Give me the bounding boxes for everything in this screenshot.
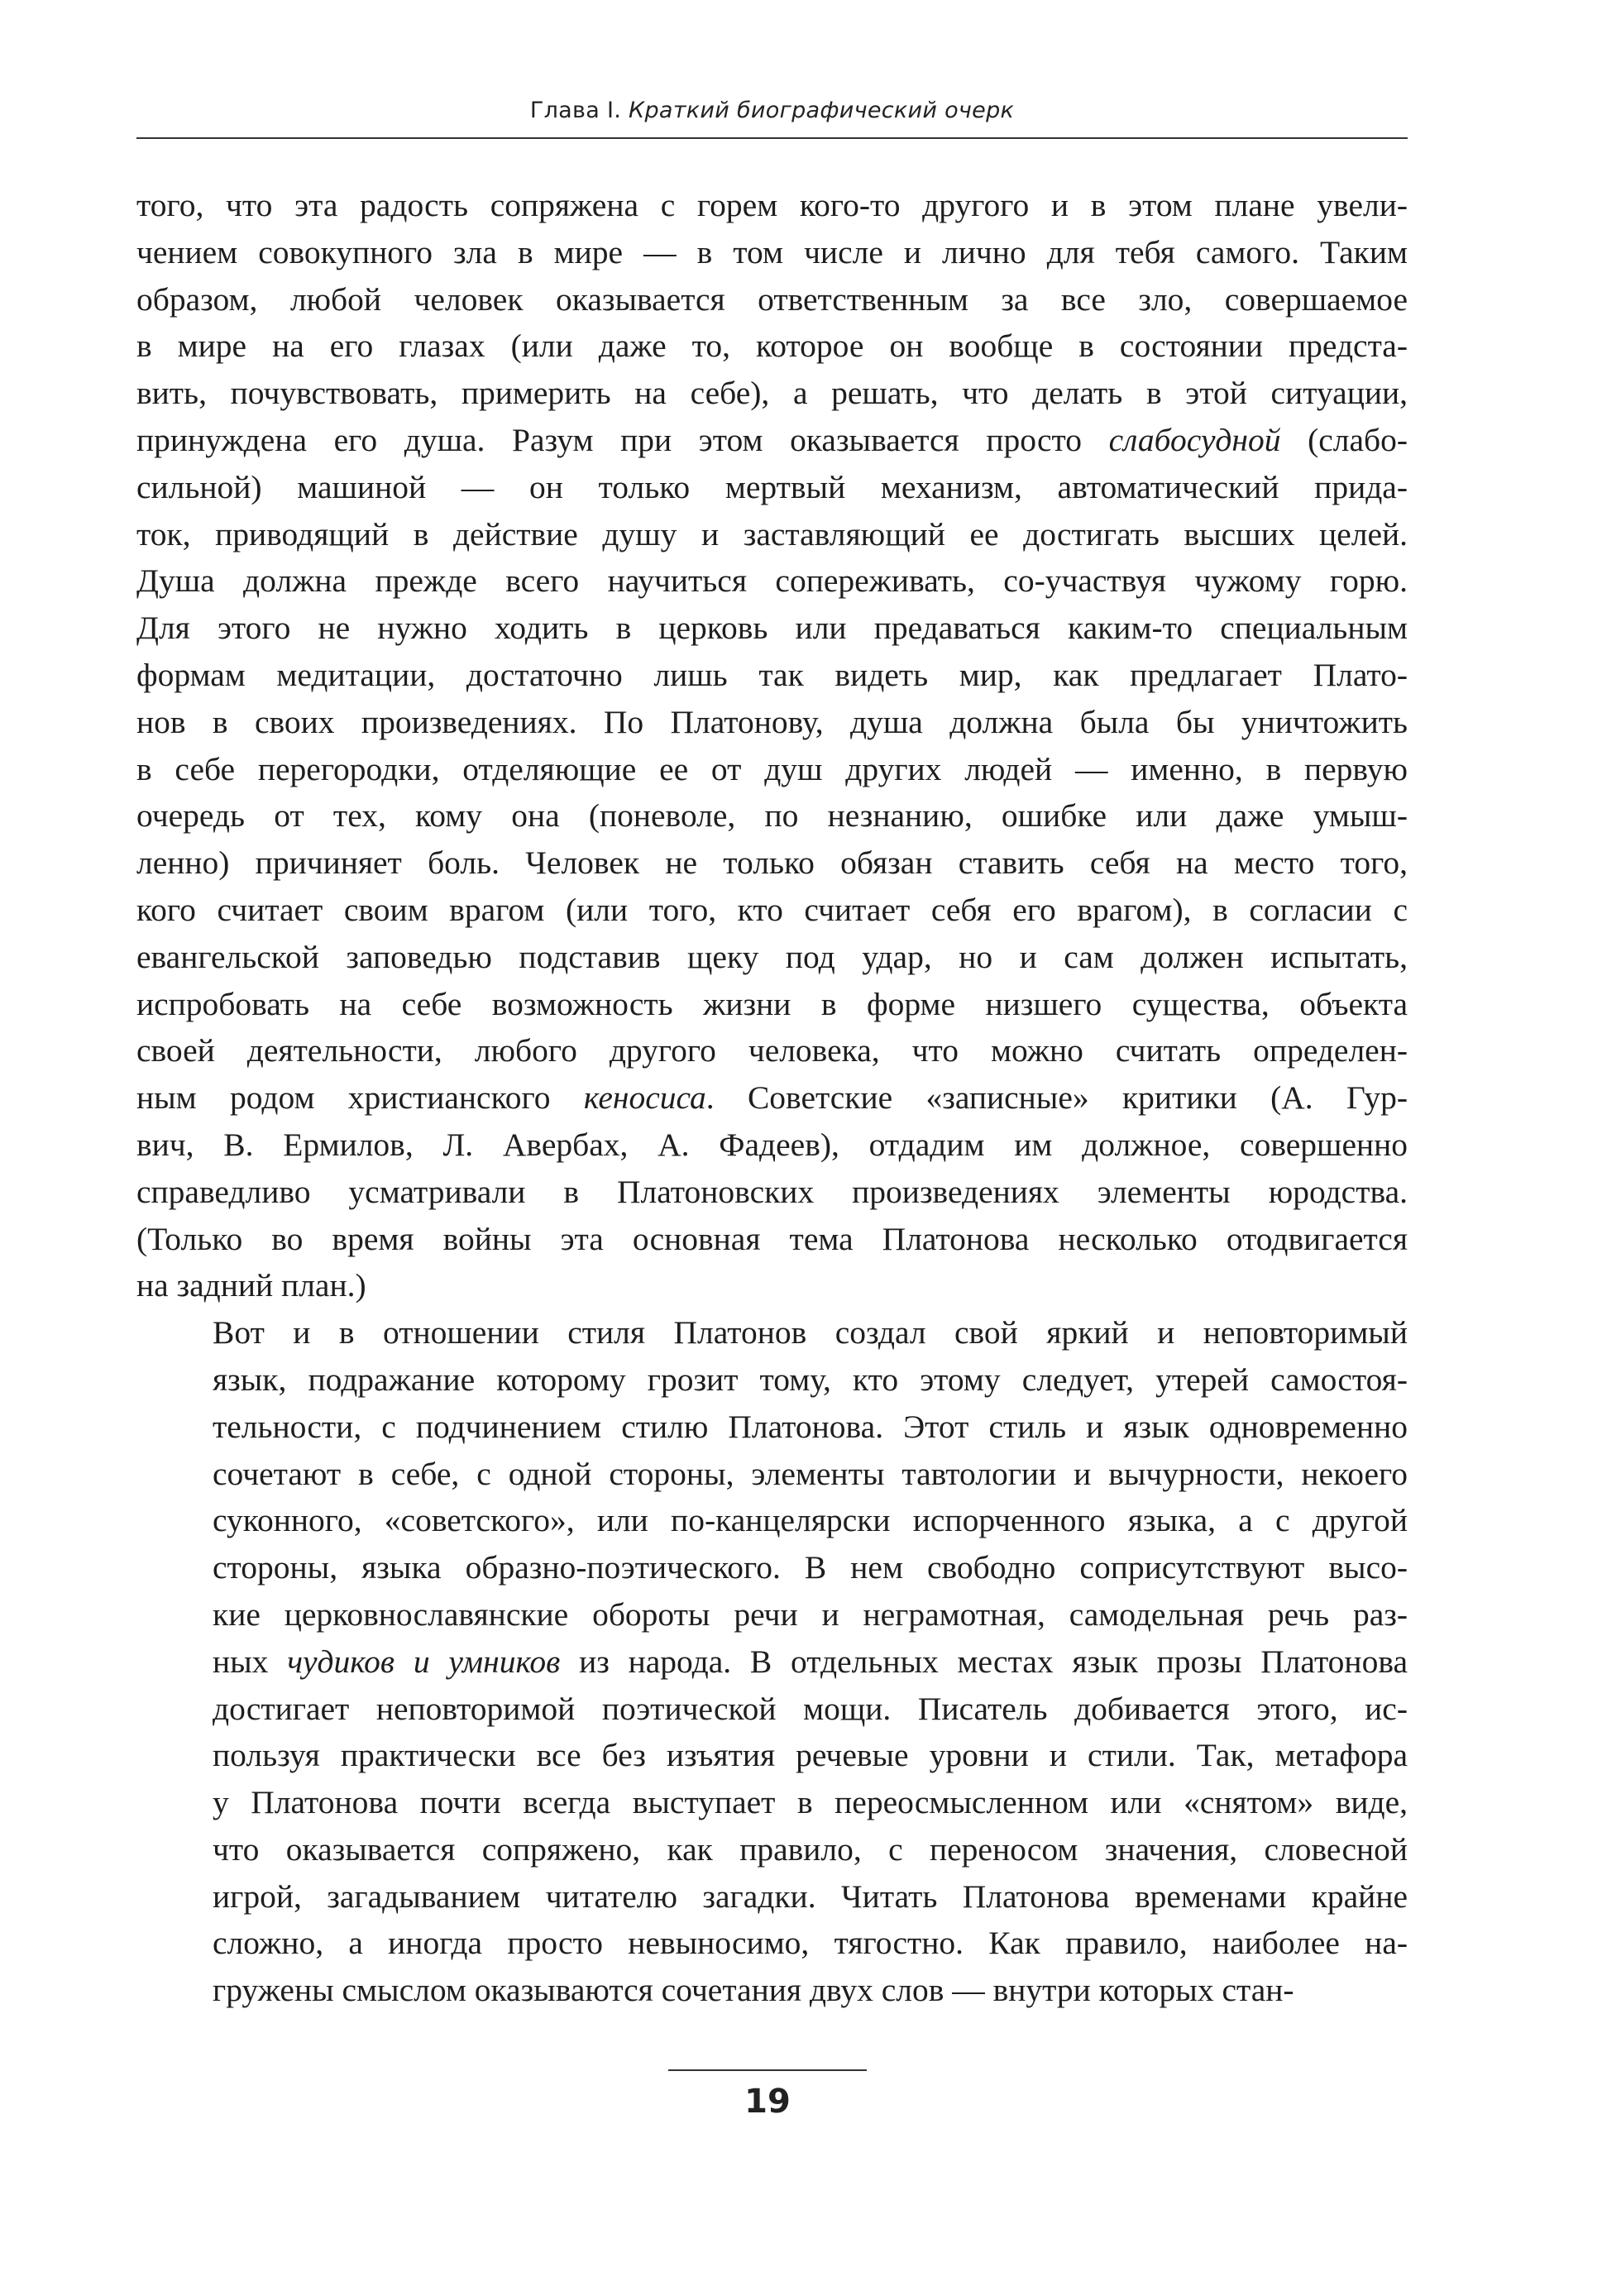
text-line — [136, 1967, 1408, 2014]
line-text: у Платонова почти всегда выступает в переосмысленном или «снятом» виде, — [213, 1784, 1408, 1821]
line-text: ток, приводящий в действие душу и заставляющий ее достигать высших целей. — [136, 515, 1408, 552]
text-line — [136, 182, 1408, 229]
line-text: вить, почувствовать, примерить на себе), а решать, что делать в этой ситуации, — [136, 375, 1408, 412]
text-line — [136, 981, 1408, 1028]
text-line — [136, 1169, 1408, 1216]
line-text: сочетают в себе, с одной стороны, элементы тавтологии и вычурности, некоего — [213, 1455, 1408, 1492]
text-line — [136, 1544, 1408, 1591]
text-line — [136, 1779, 1408, 1826]
line-text: испробовать на себе возможность жизни в форме низшего существа, объекта — [136, 985, 1408, 1022]
line-text: чением совокупного зла в мире — в том числе и лично для тебя самого. Таким — [136, 233, 1408, 270]
text-line — [136, 511, 1408, 558]
text-line — [136, 1497, 1408, 1544]
text-line — [136, 1826, 1408, 1873]
line-text: стороны, языка образно-поэтического. В нем свободно соприсутствуют высо- — [213, 1549, 1408, 1586]
line-text: образом, любой человек оказывается ответственным за все зло, совершаемое — [136, 280, 1408, 318]
text-line — [136, 1027, 1408, 1074]
text-line — [136, 417, 1408, 464]
line-text: в мире на его глазах (или даже то, которое он вообще в состоянии предста- — [136, 328, 1408, 365]
line-text: евангельской заповедью подставив щеку под удар, но и сам должен испытать, — [136, 938, 1408, 975]
header-rule — [136, 137, 1408, 139]
text-line — [136, 1074, 1408, 1122]
line-text: что оказывается сопряжено, как правило, с переносом значения, словесной — [213, 1830, 1408, 1868]
line-text: кого считает своим врагом (или того, кто считает себя его врагом), в согласии с — [136, 891, 1408, 928]
footer-rule — [668, 2069, 867, 2071]
line-text: Душа должна прежде всего научиться сопереживать, со-участвуя чужому горю. — [136, 562, 1408, 600]
text-line — [136, 839, 1408, 887]
chapter-title: Краткий биографический очерк — [629, 98, 1015, 123]
text-line — [136, 1591, 1408, 1638]
line-text: своей деятельности, любого другого человека, что можно считать определен- — [136, 1032, 1408, 1069]
text-line — [136, 1873, 1408, 1921]
text-line — [136, 370, 1408, 417]
body-text — [136, 182, 1408, 2014]
text-line — [136, 1732, 1408, 1779]
line-text: сильной) машиной — он только мертвый механизм, автоматический прида- — [136, 468, 1408, 505]
line-text: Вот и в отношении стиля Платонов создал свой яркий и неповторимый — [213, 1314, 1408, 1351]
line-text: тельности, с подчинением стилю Платонова. Этот стиль и язык одновременно — [213, 1408, 1408, 1445]
line-text: суконного, «советского», или по-канцелярски испорченного языка, а с другой — [213, 1502, 1408, 1539]
line-text: очередь от тех, кому она (поневоле, по незнанию, ошибке или даже умыш- — [136, 797, 1408, 835]
text-line — [136, 557, 1408, 605]
text-line — [136, 792, 1408, 839]
paragraph-1 — [136, 182, 1408, 1309]
line-text: Для этого не нужно ходить в церковь или предаваться каким-то специальным — [136, 610, 1408, 647]
line-text: ным родом христианского — [136, 1079, 584, 1117]
line-text: (Только во время войны эта основная тема Платонова несколько отодвигается — [136, 1220, 1408, 1257]
text-line — [136, 1686, 1408, 1733]
text-line — [136, 229, 1408, 276]
text-line — [136, 1404, 1408, 1451]
line-text: справедливо усматривали в Платоновских произведениях элементы юродства. — [136, 1173, 1408, 1210]
running-head — [136, 98, 1408, 123]
line-text: нов в своих произведениях. По Платонову, душа должна была бы уничтожить — [136, 703, 1408, 740]
chapter-number: Глава I. — [529, 98, 622, 123]
text-line — [136, 464, 1408, 511]
text-line — [136, 1262, 1408, 1309]
text-line — [136, 1122, 1408, 1169]
line-text: достигает неповторимой поэтической мощи. Писатель добивается этого, ис- — [213, 1690, 1408, 1727]
line-text: . Советские «записные» критики (А. Гур- — [705, 1079, 1408, 1117]
line-text: ленно) причиняет боль. Человек не только обязан ставить себя на место того, — [136, 844, 1408, 882]
text-line — [136, 699, 1408, 746]
line-text: из народа. В отдельных местах язык прозы Платонова — [560, 1643, 1408, 1680]
line-text: игрой, загадыванием читателю загадки. Читать Платонова временами крайне — [213, 1877, 1408, 1915]
text-line — [136, 1920, 1408, 1967]
text-line — [136, 887, 1408, 934]
line-text: сложно, а иногда просто невыносимо, тягостно. Как правило, наиболее на- — [213, 1925, 1408, 1962]
text-line — [136, 652, 1408, 699]
page-number: 19 — [744, 2083, 791, 2121]
text-line — [136, 1216, 1408, 1263]
line-text: вич, В. Ермилов, Л. Авербах, А. Фадеев), отдадим им должное, совершенно — [136, 1126, 1408, 1163]
text-line — [136, 323, 1408, 370]
italic-term: чудиков и умников — [287, 1643, 561, 1680]
italic-term: кеносиса — [583, 1079, 706, 1117]
text-line — [136, 276, 1408, 323]
text-line — [136, 1451, 1408, 1498]
line-text: (слабо- — [1280, 421, 1408, 458]
line-text: принуждена его душа. Разум при этом оказывается просто — [136, 421, 1109, 458]
line-text: того, что эта радость сопряжена с горем кого-то другого и в этом плане увели- — [136, 187, 1408, 223]
paragraph-2 — [136, 1309, 1408, 2014]
text-line — [136, 1309, 1408, 1356]
line-text: на задний план.) — [136, 1267, 366, 1304]
text-line — [136, 746, 1408, 793]
line-text: кие церковнославянские обороты речи и неграмотная, самодельная речь раз- — [213, 1595, 1408, 1633]
line-text: в себе перегородки, отделяющие ее от душ других людей — именно, в первую — [136, 750, 1408, 787]
text-line — [136, 934, 1408, 981]
line-text: гружены смыслом оказываются сочетания двух слов — внутри которых стан- — [213, 1972, 1294, 2009]
italic-term: слабосудной — [1108, 421, 1281, 458]
text-line — [136, 1356, 1408, 1404]
line-text: язык, подражание которому грозит тому, кто этому следует, утерей самостоя- — [213, 1361, 1408, 1398]
text-line — [136, 1638, 1408, 1686]
line-text: пользуя практически все без изъятия речевые уровни и стили. Так, метафора — [213, 1737, 1408, 1774]
line-text: ных — [213, 1643, 288, 1680]
text-line — [136, 605, 1408, 652]
line-text: формам медитации, достаточно лишь так видеть мир, как предлагает Плато- — [136, 656, 1408, 693]
